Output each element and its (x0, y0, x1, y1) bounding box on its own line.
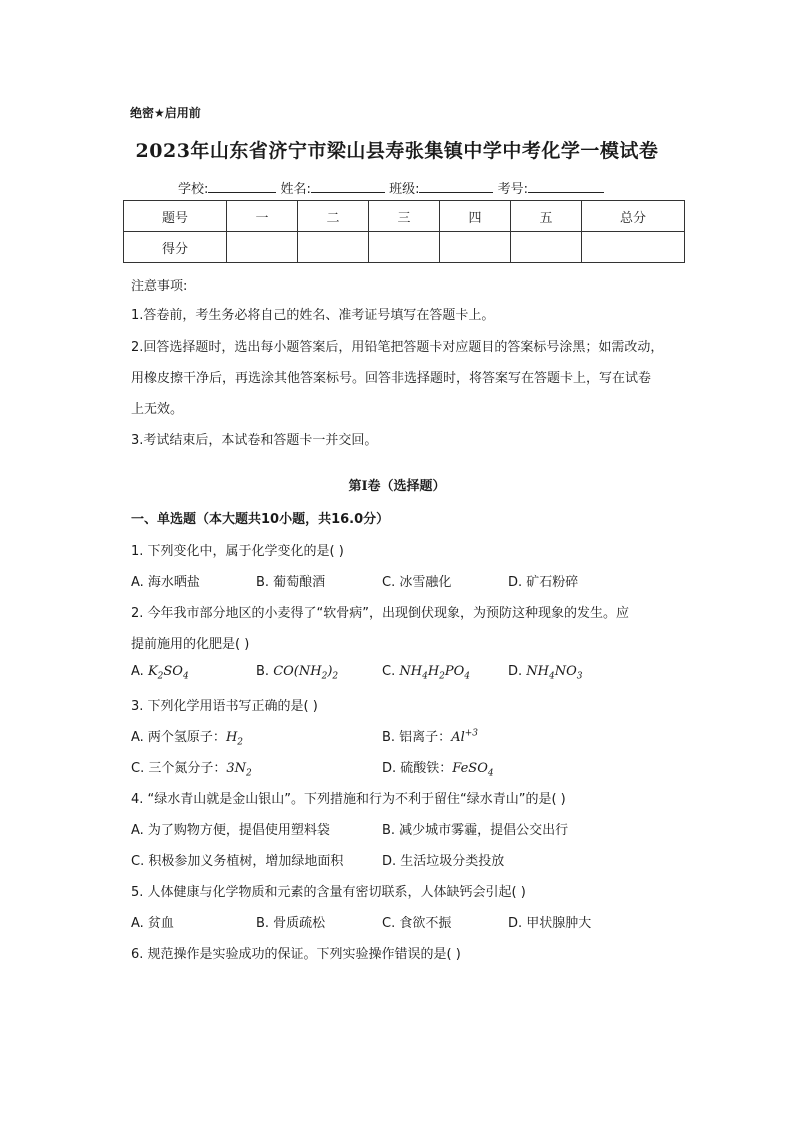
secret-label: 绝密★启用前 (130, 106, 201, 120)
score-cell[interactable] (582, 232, 685, 263)
q5-option-c: C. 食欲不振 (382, 916, 452, 931)
q2-option-c-formula: $NH_4H_2PO_4$ (399, 664, 471, 682)
section-title: 第I卷（选择题） (348, 479, 446, 494)
q2-option-a-label: A. (131, 664, 144, 679)
score-cell[interactable] (298, 232, 369, 263)
q2-option-b (256, 664, 338, 682)
table-row (124, 232, 685, 263)
school-blank[interactable] (208, 180, 276, 193)
question-3-stem: 3. 下列化学用语书写正确的是( ) (131, 699, 318, 714)
score-cell[interactable] (369, 232, 440, 263)
q2-option-c-label: C. (382, 664, 396, 679)
q1-option-c: C. 冰雪融化 (382, 575, 452, 590)
class-blank[interactable] (419, 180, 493, 193)
table-cell: 一 (227, 201, 298, 232)
q3-option-b (382, 726, 478, 745)
q2-option-b-formula: $CO(NH_2)_2$ (273, 664, 339, 682)
q2-option-d-label: D. (508, 664, 523, 679)
school-label: 学校: (178, 182, 209, 197)
q5-option-d: D. 甲状腺肿大 (508, 916, 592, 931)
table-cell: 题号 (124, 201, 227, 232)
student-info-row (178, 178, 604, 197)
table-cell: 得分 (124, 232, 227, 263)
q3-option-c-label: C. 三个氮分子： (131, 761, 227, 776)
score-cell[interactable] (227, 232, 298, 263)
part-title: 一、单选题（本大题共10小题，共16.0分） (131, 512, 390, 527)
q4-option-d: D. 生活垃圾分类投放 (382, 854, 505, 869)
q2-option-d-formula: $NH_4NO_3$ (526, 664, 583, 682)
table-cell: 三 (369, 201, 440, 232)
q3-option-a-label: A. 两个氢原子： (131, 730, 226, 745)
table-cell: 二 (298, 201, 369, 232)
table-cell: 五 (511, 201, 582, 232)
name-blank[interactable] (311, 180, 385, 193)
q3-option-b-formula: $Al^{+3}$ (451, 728, 479, 745)
q5-option-a: A. 贫血 (131, 916, 174, 931)
q1-option-b: B. 葡萄酿酒 (256, 575, 326, 590)
q3-option-d-formula: FeSO$_4$ (452, 761, 494, 779)
note-2-line-1: 2.回答选择题时，选出每小题答案后，用铅笔把答题卡对应题目的答案标号涂黑；如需改动， (131, 340, 664, 355)
q1-option-a: A. 海水晒盐 (131, 575, 200, 590)
q4-option-c: C. 积极参加义务植树，增加绿地面积 (131, 854, 344, 869)
q2-option-a (131, 664, 189, 682)
exam-title: 2023年山东省济宁市梁山县寿张集镇中学中考化学一模试卷 (135, 140, 659, 162)
question-2-stem-line-2: 提前施用的化肥是( ) (131, 637, 250, 652)
q2-option-c (382, 664, 470, 682)
q2-option-b-label: B. (256, 664, 270, 679)
note-2-line-3: 上无效。 (131, 402, 184, 417)
name-label: 姓名: (280, 182, 311, 197)
q3-option-d (382, 757, 494, 779)
note-2-line-2: 用橡皮擦干净后，再选涂其他答案标号。回答非选择题时，将答案写在答题卡上，写在试卷 (131, 371, 652, 386)
question-2-stem-line-1: 2. 今年我市部分地区的小麦得了“软骨病”，出现倒伏现象，为预防这种现象的发生。应 (131, 606, 630, 621)
q4-option-b: B. 减少城市雾霾，提倡公交出行 (382, 823, 569, 838)
q3-option-b-label: B. 铝离子： (382, 730, 452, 745)
question-6-stem: 6. 规范操作是实验成功的保证。下列实验操作错误的是( ) (131, 947, 461, 962)
q3-option-d-label: D. 硫酸铁： (382, 761, 453, 776)
q3-option-a-formula: $H_2$ (225, 730, 244, 748)
note-3: 3.考试结束后，本试卷和答题卡一并交回。 (131, 433, 378, 448)
question-4-stem: 4. “绿水青山就是金山银山”。下列措施和行为不利于留住“绿水青山”的是( ) (131, 792, 566, 807)
question-5-stem: 5. 人体健康与化学物质和元素的含量有密切联系，人体缺钙会引起( ) (131, 885, 526, 900)
score-table (123, 200, 685, 263)
table-cell: 总分 (582, 201, 685, 232)
q3-option-c (131, 757, 252, 779)
table-cell: 四 (440, 201, 511, 232)
q4-option-a: A. 为了购物方便，提倡使用塑料袋 (131, 823, 330, 838)
exam-no-label: 考号: (497, 182, 528, 197)
table-row (124, 201, 685, 232)
score-cell[interactable] (440, 232, 511, 263)
q1-option-d: D. 矿石粉碎 (508, 575, 579, 590)
q3-option-c-formula: $3N_2$ (226, 761, 252, 779)
q2-option-a-formula: $K_2SO_4$ (147, 664, 189, 682)
score-cell[interactable] (511, 232, 582, 263)
exam-no-blank[interactable] (528, 180, 604, 193)
q2-option-d (508, 664, 583, 682)
question-1-stem: 1. 下列变化中，属于化学变化的是( ) (131, 544, 344, 559)
note-1: 1.答卷前，考生务必将自己的姓名、准考证号填写在答题卡上。 (131, 308, 495, 323)
q5-option-b: B. 骨质疏松 (256, 916, 326, 931)
class-label: 班级: (389, 182, 420, 197)
q3-option-a (131, 726, 243, 748)
notes-title: 注意事项: (131, 279, 188, 294)
